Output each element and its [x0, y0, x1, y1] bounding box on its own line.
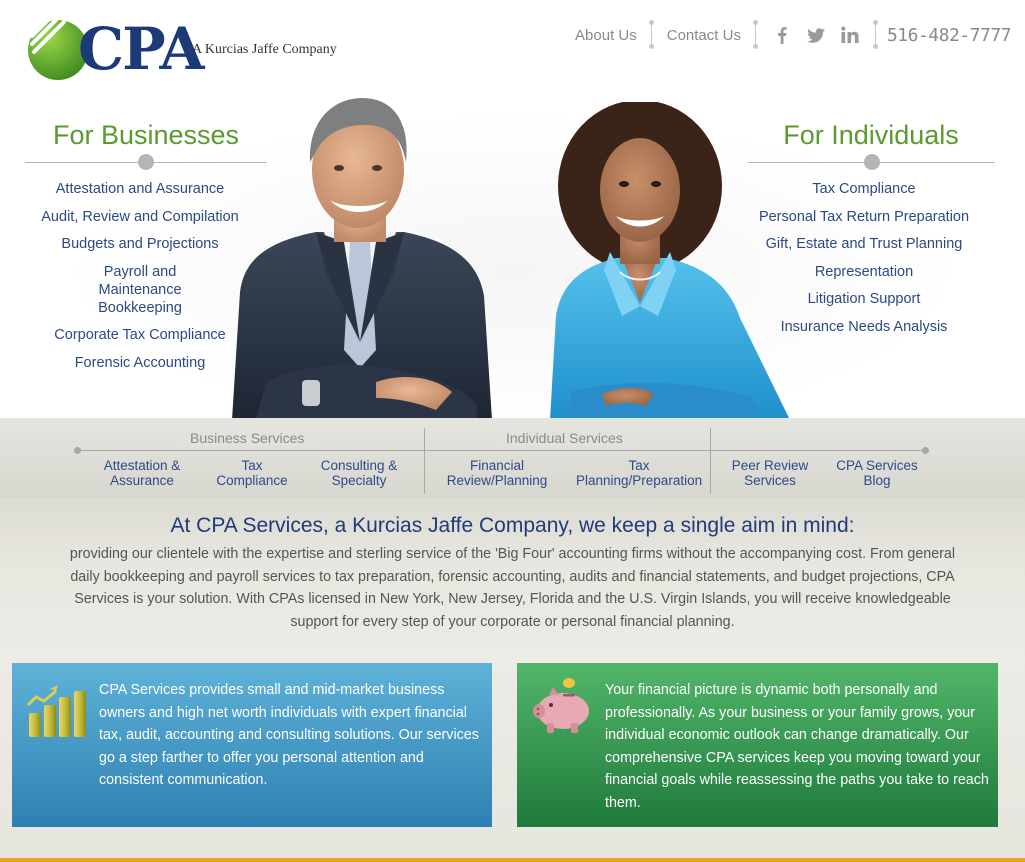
individual-service-link[interactable]: Gift, Estate and Trust Planning: [765, 236, 963, 252]
business-service-link[interactable]: Corporate Tax Compliance: [54, 327, 226, 343]
services-navigation-bar: [0, 418, 1025, 498]
individual-services-list: [744, 180, 984, 345]
twitter-icon[interactable]: [805, 24, 827, 46]
business-service-link[interactable]: Payroll and Maintenance Bookkeeping: [98, 263, 182, 316]
nav-attestation-assurance[interactable]: Attestation & Assurance: [103, 458, 181, 488]
business-services-heading: Business Services: [180, 430, 314, 446]
business-feature-box: [12, 663, 492, 827]
nav-blog[interactable]: CPA Services Blog: [836, 458, 918, 488]
linkedin-icon[interactable]: [839, 24, 861, 46]
company-logo[interactable]: [26, 14, 356, 86]
band-rule-dot: [74, 447, 81, 454]
social-links: [759, 24, 873, 46]
piggy-bank-icon: [533, 677, 595, 739]
nav-peer-review[interactable]: Peer Review Services: [731, 458, 809, 488]
intro-heading: At CPA Services, a Kurcias Jaffe Company, we keep a single aim in mind:: [170, 514, 855, 537]
business-feature-text: CPA Services provides small and mid-market business owners and high net worth individuals with expert financial tax, audit, accounting and consulting solutions. Our services go a step farther to offer you personal attention and consistent communication.: [99, 682, 479, 789]
intro-body: providing our clientele with the expertise and sterling service of the 'Big Four' accounting firms without the accompanying cost. From general daily bookkeeping and payroll services to tax preparation, forensic accounting, audits and financial statements, and budget projections, CPA Services is your solution. With CPAs licensed in New York, New Jersey, Florida and the U.S. Virgin Islands, you will receive knowledgeable support for every step of your corporate or personal financial planning.: [69, 546, 956, 631]
top-navigation: [563, 20, 1011, 50]
business-service-link[interactable]: Attestation and Assurance: [55, 181, 225, 197]
facebook-icon[interactable]: [771, 24, 793, 46]
individual-service-link[interactable]: Insurance Needs Analysis: [780, 318, 948, 335]
businessman-photo: [226, 92, 494, 420]
hero-section: [0, 90, 1025, 420]
nav-divider: [649, 20, 655, 50]
logo-text: CPA: [78, 15, 203, 83]
individual-service-link[interactable]: Litigation Support: [807, 291, 921, 307]
nav-financial-review[interactable]: Financial Review/Planning: [446, 458, 548, 488]
individual-service-link[interactable]: Representation: [814, 263, 914, 280]
individual-service-link[interactable]: Tax Compliance: [812, 181, 916, 197]
nav-divider: [873, 20, 879, 50]
heading-divider-dot: [864, 154, 880, 170]
intro-section: [0, 498, 1025, 658]
individual-services-heading: Individual Services: [496, 430, 633, 446]
business-services-list: [20, 180, 260, 381]
contact-us-link[interactable]: Contact Us: [666, 26, 741, 44]
business-service-link[interactable]: Forensic Accounting: [74, 354, 206, 371]
footer-accent-line: [0, 858, 1025, 862]
for-individuals-heading: For Individuals: [783, 120, 959, 150]
business-service-link[interactable]: Audit, Review and Compilation: [41, 208, 239, 225]
individual-service-link[interactable]: Personal Tax Return Preparation: [758, 208, 970, 225]
nav-tax-planning[interactable]: Tax Planning/Preparation: [576, 458, 703, 488]
logo-tagline: A Kurcias Jaffe Company: [192, 42, 337, 57]
business-service-link[interactable]: Budgets and Projections: [61, 236, 219, 252]
nav-divider: [753, 20, 759, 50]
band-divider: [710, 428, 711, 494]
phone-number-link[interactable]: 516-482-7777: [886, 24, 1011, 46]
personal-feature-text: Your financial picture is dynamic both personally and professionally. As your business or your family grows, your individual economic outlook can change dramatically. Our comprehensive CPA services keep you moving toward your financial goals while reassessing the paths you take to reach them.: [605, 682, 989, 811]
bar-chart-icon: [26, 683, 88, 741]
heading-divider-dot: [138, 154, 154, 170]
band-rule: [77, 450, 925, 451]
nav-consulting-specialty[interactable]: Consulting & Specialty: [320, 458, 398, 488]
nav-tax-compliance[interactable]: Tax Compliance: [216, 458, 288, 488]
band-divider: [424, 428, 425, 494]
personal-feature-box: [517, 663, 998, 827]
band-rule-dot: [922, 447, 929, 454]
for-businesses-heading: For Businesses: [52, 120, 240, 150]
about-us-link[interactable]: About Us: [575, 26, 637, 44]
